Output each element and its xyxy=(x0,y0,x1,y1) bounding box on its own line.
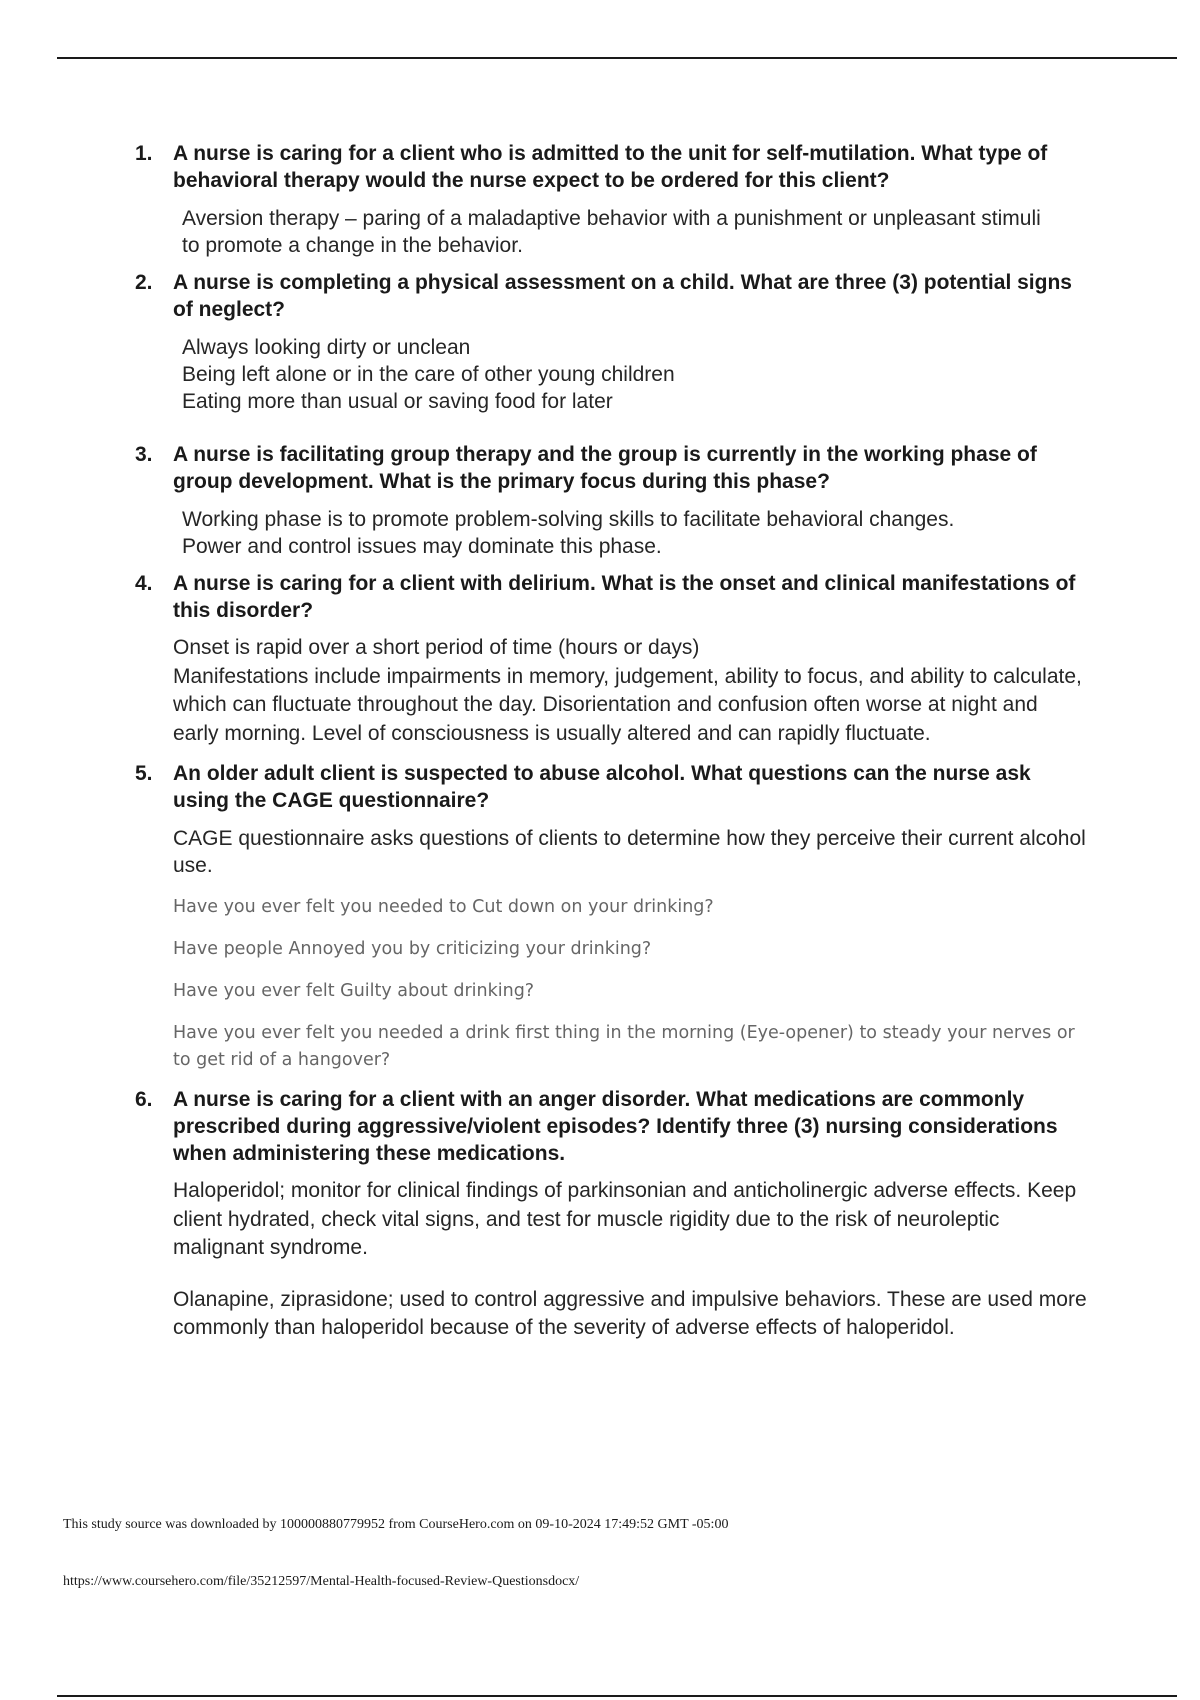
answer-line: Power and control issues may dominate this phase. xyxy=(182,535,662,558)
question-number: 3. xyxy=(135,443,153,466)
question-text: A nurse is completing a physical assessment on a child. What are three (3) potential signs of neglect? xyxy=(173,271,1072,321)
question-3 xyxy=(135,441,1088,560)
question-number: 6. xyxy=(135,1088,153,1111)
question-text: An older adult client is suspected to abuse alcohol. What questions can the nurse ask using the CAGE questionnaire? xyxy=(173,762,1031,812)
download-note: This study source was downloaded by 100000880779952 from CourseHero.com on 09-10-2024 17:49:52 GMT -05:00 xyxy=(63,1517,729,1532)
answer-line: Always looking dirty or unclean xyxy=(182,336,471,359)
question-text: A nurse is facilitating group therapy and the group is currently in the working phase of group development. What is the primary focus during this phase? xyxy=(173,443,1037,493)
question-number: 1. xyxy=(135,142,153,165)
answer xyxy=(173,205,1088,259)
question-5 xyxy=(135,760,1088,1074)
question-number: 4. xyxy=(135,572,153,595)
answer xyxy=(173,634,1088,748)
answer-line: CAGE questionnaire asks questions of clients to determine how they perceive their current alcohol use. xyxy=(173,827,1086,877)
cage-question-annoyed: Have people Annoyed you by criticizing your drinking? xyxy=(173,939,652,959)
answer-line: Manifestations include impairments in memory, judgement, ability to focus, and ability to calculate, which can fluctuate throughout the day. Disorientation and confusion often worse at night and early morning. Level of consciousness is usually altered and can rapidly fluctuate. xyxy=(173,664,1082,745)
question-4 xyxy=(135,570,1088,748)
cage-question-cut-down: Have you ever felt you needed to Cut down on your drinking? xyxy=(173,897,714,917)
answer-line: Aversion therapy – paring of a maladaptive behavior with a punishment or unpleasant stimuli to promote a change in the behavior. xyxy=(182,207,1041,257)
question-2 xyxy=(135,269,1088,415)
answer-paragraph: Haloperidol; monitor for clinical findings of parkinsonian and anticholinergic adverse effects. Keep client hydrated, check vital signs, and test for muscle rigidity due to the risk of neuroleptic malignant syndrome. xyxy=(173,1179,1077,1259)
bottom-rule xyxy=(57,1695,1177,1697)
answer-line: Onset is rapid over a short period of time (hours or days) xyxy=(173,636,700,659)
question-text: A nurse is caring for a client with an anger disorder. What medications are commonly prescribed during aggressive/violent episodes? Identify three (3) nursing considerations when administering these medications. xyxy=(173,1088,1058,1165)
cage-question-eye-opener: Have you ever felt you needed a drink first thing in the morning (Eye-opener) to steady your nerves or to get rid of a hangover? xyxy=(173,1023,1075,1070)
question-text: A nurse is caring for a client who is admitted to the unit for self-mutilation. What type of behavioral therapy would the nurse expect to be ordered for this client? xyxy=(173,142,1048,192)
answer-line: Being left alone or in the care of other young children xyxy=(182,363,675,386)
top-rule xyxy=(57,57,1177,59)
document-body xyxy=(0,140,1200,1343)
answer xyxy=(173,825,1088,879)
question-number: 5. xyxy=(135,762,153,785)
cage-question-guilty: Have you ever felt Guilty about drinking? xyxy=(173,981,535,1001)
question-number: 2. xyxy=(135,271,153,294)
answer-line: Eating more than usual or saving food for later xyxy=(182,390,613,413)
question-text: A nurse is caring for a client with delirium. What is the onset and clinical manifestations of this disorder? xyxy=(173,572,1076,622)
question-6 xyxy=(135,1086,1088,1343)
answer xyxy=(173,506,1088,560)
answer-paragraph: Olanapine, ziprasidone; used to control aggressive and impulsive behaviors. These are used more commonly than haloperidol because of the severity of adverse effects of haloperidol. xyxy=(173,1287,1087,1339)
answer xyxy=(173,334,1088,415)
question-1 xyxy=(135,140,1088,259)
answer-line: Working phase is to promote problem-solving skills to facilitate behavioral changes. xyxy=(182,508,955,531)
source-url: https://www.coursehero.com/file/35212597/Mental-Health-focused-Review-Questionsdocx/ xyxy=(63,1574,580,1589)
